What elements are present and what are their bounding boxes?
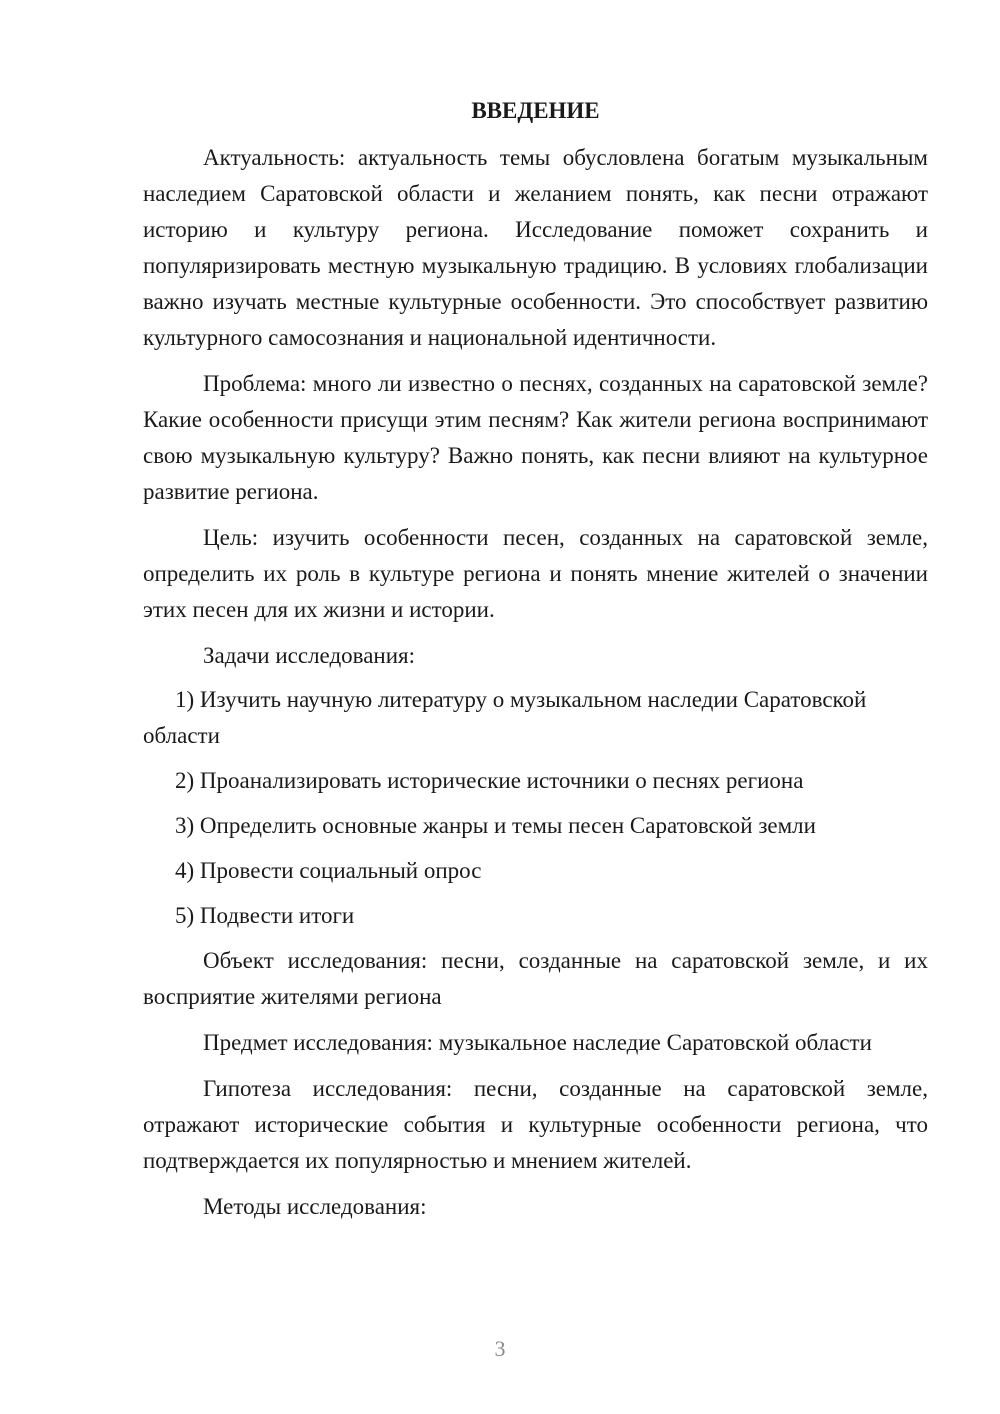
task-item: 2) Проанализировать исторические источники о песнях региона bbox=[175, 768, 804, 793]
page-body bbox=[143, 140, 928, 1235]
page-title: ВВЕДЕНИЕ bbox=[471, 98, 600, 123]
subject-paragraph: Предмет исследования: музыкальное наследие Саратовской области bbox=[203, 1030, 872, 1055]
tasks-heading: Задачи исследования: bbox=[203, 643, 416, 668]
task-item: 3) Определить основные жанры и темы песен Саратовской земли bbox=[175, 813, 816, 838]
methods-heading: Методы исследования: bbox=[203, 1194, 427, 1219]
task-item: 4) Провести социальный опрос bbox=[175, 858, 482, 883]
relevance-paragraph: Актуальность: актуальность темы обусловлена богатым музыкальным наследием Саратовской области и желанием понять, как песни отражают историю и культуру региона. Исследование поможет сохранить и популяризировать местную музыкальную традицию. В условиях глобализации важно изучать местные культурные особенности. Это способствует развитию культурного самосознания и национальной идентичности. bbox=[143, 145, 928, 350]
hypothesis-paragraph: Гипотеза исследования: песни, созданные на саратовской земле, отражают исторические события и культурные особенности региона, что подтверждается их популярностью и мнением жителей. bbox=[143, 1076, 928, 1173]
goal-paragraph: Цель: изучить особенности песен, созданных на саратовской земле, определить их роль в культуре региона и понять мнение жителей о значении этих песен для их жизни и истории. bbox=[143, 525, 928, 622]
task-item: 5) Подвести итоги bbox=[175, 903, 355, 928]
tasks-list bbox=[143, 682, 928, 934]
object-paragraph: Объект исследования: песни, созданные на саратовской земле, и их восприятие жителями региона bbox=[143, 948, 928, 1009]
page-number: 3 bbox=[494, 1336, 506, 1361]
task-item: 1) Изучить научную литературу о музыкальном наследии Саратовской области bbox=[143, 687, 867, 748]
problem-paragraph: Проблема: много ли известно о песнях, созданных на саратовской земле? Какие особенности присущи этим песням? Как жители региона воспринимают свою музыкальную культуру? Важно понять, как песни влияют на культурное развитие региона. bbox=[143, 371, 928, 504]
